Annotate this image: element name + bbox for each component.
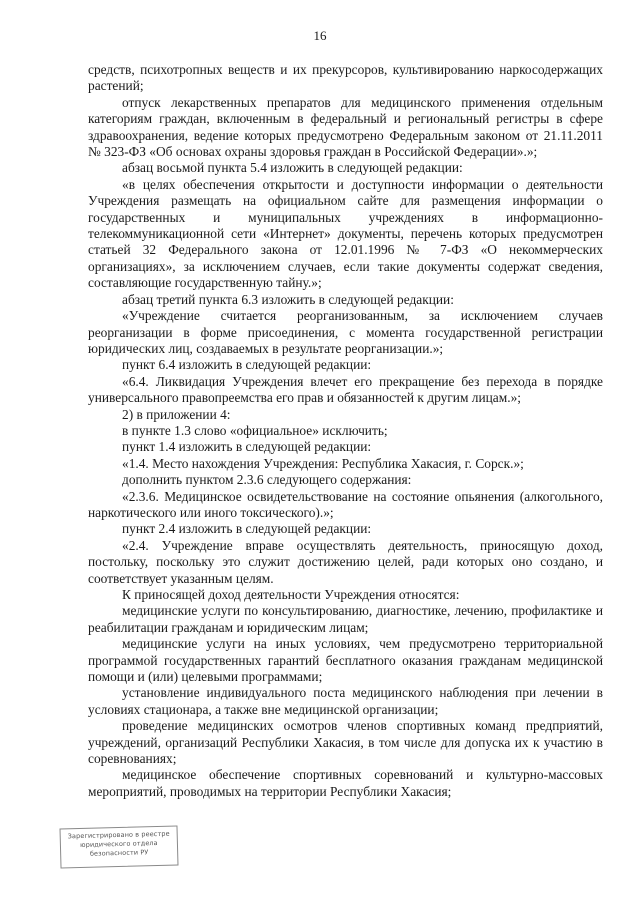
stamp-line: Зарегистрировано в реестре [67, 829, 170, 841]
registration-stamp [59, 825, 178, 868]
paragraph: пункт 1.4 изложить в следующей редакции: [122, 439, 372, 455]
paragraph: в пункте 1.3 слово «официальное» исключить; [122, 422, 388, 438]
paragraph: «в целях обеспечения открытости и доступности информации о деятельности Учреждения размещать на официальном сайте для размещения информации о государственных и муниципальных учреждениях в информационно-телекоммуникационной сети «Интернет» документы, перечень которых предусмотрен статьей 32 Федерального закона от 12.01.1996 № 7-ФЗ «О некоммерческих организациях», за исключением случаев, если такие документы содержат сведения, составляющие государственную тайну.»; [88, 176, 603, 291]
paragraph: 2) в приложении 4: [122, 406, 231, 422]
stamp-line: безопасности РУ [89, 848, 149, 858]
paragraph: медицинские услуги на иных условиях, чем предусмотрено территориальной программой государственных гарантий бесплатного оказания гражданам медицинской помощи и (или) целевыми программами; [88, 636, 603, 685]
page-number: 16 [313, 28, 327, 43]
paragraph: К приносящей доход деятельности Учреждения относятся: [122, 587, 460, 602]
stamp-line: юридического отдела [80, 838, 158, 850]
paragraph: абзац восьмой пункта 5.4 изложить в следующей редакции: [122, 160, 463, 176]
paragraph: медицинское обеспечение спортивных соревнований и культурно-массовых мероприятий, проводимых на территории Республики Хакасия; [88, 767, 603, 799]
paragraph: «2.3.6. Медицинское освидетельствование на состояние опьянения (алкогольного, наркотического или иного токсического).»; [88, 488, 603, 520]
document-body [88, 62, 603, 800]
paragraph: пункт 6.4 изложить в следующей редакции: [122, 357, 372, 373]
paragraph: «1.4. Место нахождения Учреждения: Республика Хакасия, г. Сорск.»; [122, 455, 524, 471]
paragraph: отпуск лекарственных препаратов для медицинского применения отдельным категориям граждан, включенным в федеральный и региональный регистры в сфере здравоохранения, ведение которых предусмотрено Федеральным законом от 21.11.2011 № 323-ФЗ «Об основах охраны здоровья граждан в Российской Федерации».»; [88, 94, 603, 160]
paragraph: «6.4. Ликвидация Учреждения влечет его прекращение без перехода в порядке универсального правопреемства его прав и обязанностей к другим лицам.»; [88, 373, 603, 406]
paragraph: проведение медицинских осмотров членов спортивных команд предприятий, учреждений, организаций Республики Хакасия, в том числе для допуска их к участию в соревнованиях; [88, 718, 603, 767]
paragraph: средств, психотропных веществ и их прекурсоров, культивированию наркосодержащих растений; [88, 62, 603, 94]
paragraph: установление индивидуального поста медицинского наблюдения при лечении в условиях стационара, а также вне медицинской организации; [88, 685, 603, 717]
paragraph: дополнить пунктом 2.3.6 следующего содержания: [122, 472, 412, 488]
paragraph: «Учреждение считается реорганизованным, за исключением случаев реорганизации в форме присоединения, с момента государственной регистрации юридических лиц, создаваемых в результате реорганизации.»; [88, 308, 603, 356]
paragraph: медицинские услуги по консультированию, диагностике, лечению, профилактике и реабилитации гражданам и юридическим лицам; [88, 603, 603, 635]
paragraph: «2.4. Учреждение вправе осуществлять деятельность, приносящую доход, постольку, поскольку это служит достижению целей, ради которых оно создано, и соответствует указанным целям. [88, 537, 603, 586]
paragraph: абзац третий пункта 6.3 изложить в следующей редакции: [122, 291, 454, 307]
paragraph: пункт 2.4 изложить в следующей редакции: [122, 521, 372, 537]
